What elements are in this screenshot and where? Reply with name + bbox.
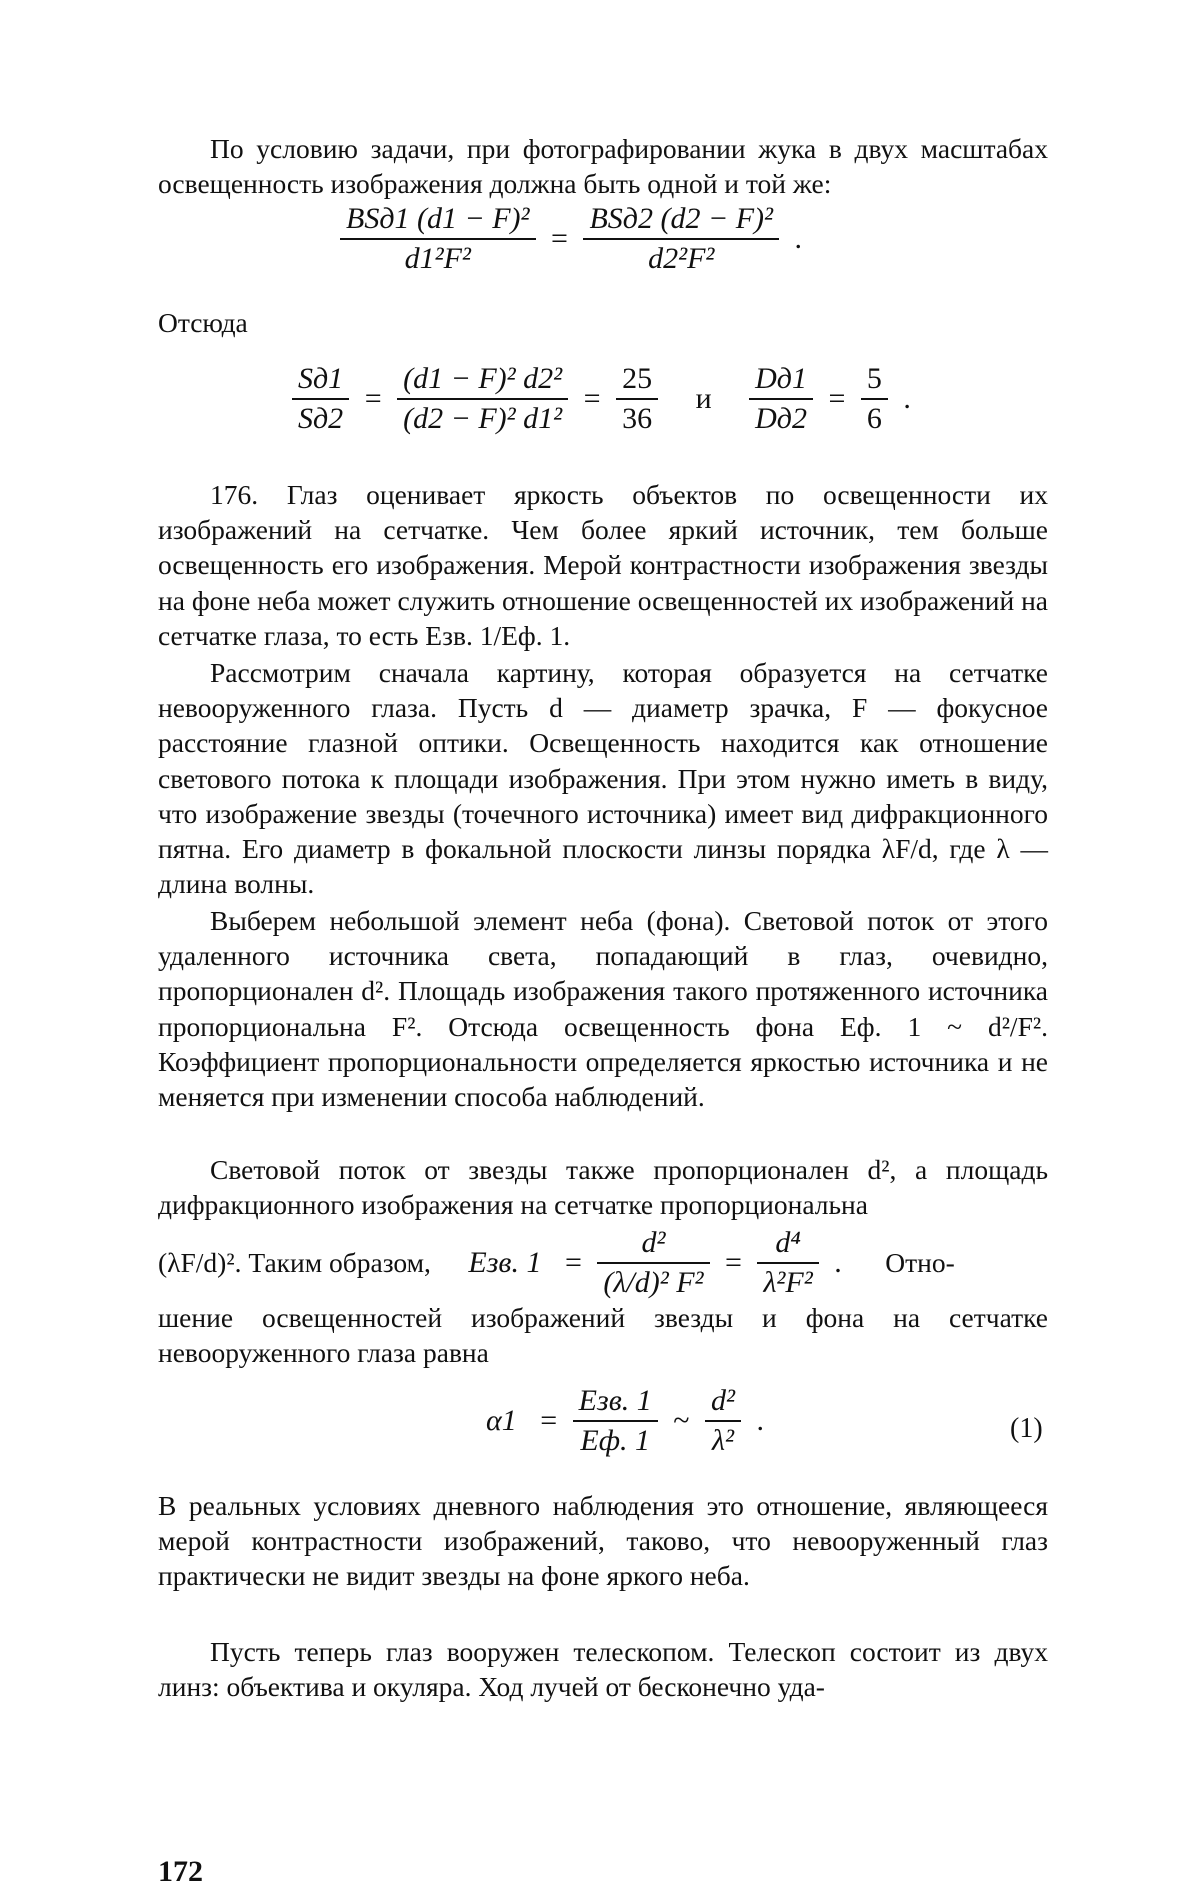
paragraph-telescope: Пусть теперь глаз вооружен телескопом. Телескоп состоит из двух линз: объектива и окуляра. Ход лучей от бесконечно уда- (158, 1636, 1048, 1703)
paragraph-illuminance-ratio: шение освещенностей изображений звезды и фона на сетчатке невооруженного глаза равна (158, 1302, 1048, 1369)
eq4-fraction2-numerator: d² (705, 1384, 741, 1422)
eq2-diameter-denominator: Dд2 (755, 402, 807, 435)
eq2-conjunction: и (695, 382, 712, 415)
eq2-distance-ratio (397, 362, 568, 436)
eq3-fraction-2 (757, 1226, 818, 1300)
eq3-fraction2-numerator: d⁴ (757, 1226, 818, 1264)
eq4-fraction-1 (573, 1384, 658, 1458)
eq4-fraction1-denominator: Eф. 1 (580, 1424, 651, 1457)
eq2-equals-1: = (364, 382, 382, 415)
eq3-tail-text: Отно- (885, 1247, 955, 1278)
eq2-value1-denominator: 36 (622, 402, 653, 435)
eq4-lhs: α1 (486, 1404, 517, 1437)
eq2-value2-numerator: 5 (861, 362, 888, 400)
eq1-right-numerator: BSд2 (d2 − F)² (583, 202, 779, 240)
eq2-value1-numerator: 25 (616, 362, 658, 400)
eq2-diameter-ratio (749, 362, 813, 436)
eq4-fraction2-denominator: λ² (711, 1424, 734, 1457)
eq3-fraction-1 (597, 1226, 709, 1300)
eq3-equals-1: = (564, 1246, 582, 1279)
equation-illuminance-equality (340, 202, 810, 276)
eq4-period: . (756, 1404, 764, 1437)
eq1-equals: = (551, 222, 568, 255)
eq3-fraction2-denominator: λ²F² (763, 1266, 813, 1299)
eq4-equals: = (540, 1404, 558, 1437)
eq2-diameter-numerator: Dд1 (749, 362, 813, 400)
eq1-period: . (794, 222, 803, 255)
paragraph-naked-eye-image: Рассмотрим сначала картину, которая образуется на сетчатке невооруженного глаза. Пусть d — диаметр зрачка, F — фокусное расстояние глазной оптики. Освещенность находится как отношение светового потока к площади изображения. При этом нужно иметь в виду, что изображение звезды (точечного источника) имеет вид дифракционного пятна. Его диаметр в фокальной плоскости линзы порядка λF/d, где λ — длина волны. (158, 657, 1048, 900)
equation-number: (1) (1010, 1413, 1043, 1444)
paragraph-star-flux: Световой поток от звезды также пропорционален d², а площадь дифракционного изображения на сетчатке пропорциональна (158, 1154, 1048, 1221)
paragraph-problem-176: 176. Глаз оценивает яркость объектов по освещенности их изображений на сетчатке. Чем более яркий источник, тем больше освещенность его изображения. Мерой контрастности изображения звезды на фоне неба может служить отношение освещенностей их изображений на сетчатке глаза, то есть Eзв. 1/Eф. 1. (158, 479, 1048, 651)
paragraph-sky-background: Выберем небольшой элемент неба (фона). Световой поток от этого удаленного источника света, попадающий в глаз, очевидно, пропорционален d². Площадь изображения такого протяженного источника пропорциональна F². Отсюда освещенность фона Eф. 1 ~ d²/F². Коэффициент пропорциональности определяется яркостью источника и не меняется при изменении способа наблюдений. (158, 905, 1048, 1113)
eq1-right-denominator: d2²F² (648, 242, 715, 275)
eq1-left-denominator: d1²F² (404, 242, 471, 275)
eq4-sim: ~ (673, 1404, 690, 1437)
eq4-fraction-2 (705, 1384, 741, 1458)
eq3-fraction1-denominator: (λ/d)² F² (603, 1266, 704, 1299)
eq3-period: . (834, 1246, 842, 1279)
eq2-period: . (903, 382, 911, 415)
eq1-left-numerator: BSд1 (d1 − F)² (340, 202, 536, 240)
eq3-equals-2: = (725, 1246, 742, 1279)
eq2-equals-3: = (828, 382, 846, 415)
eq2-value2-denominator: 6 (866, 402, 882, 435)
equation-star-illuminance-line (158, 1226, 1048, 1300)
eq1-left-fraction (340, 202, 536, 276)
eq4-fraction1-numerator: Eзв. 1 (573, 1384, 658, 1422)
eq3-fraction1-numerator: d² (597, 1226, 709, 1264)
eq2-area-numerator: Sд1 (292, 362, 349, 400)
eq2-equals-2: = (583, 382, 601, 415)
eq2-area-ratio (292, 362, 349, 436)
eq2-value-25-36 (616, 362, 658, 436)
equation-ratios (292, 362, 919, 436)
equation-contrast-alpha1 (478, 1384, 772, 1458)
eq2-distance-numerator: (d1 − F)² d2² (397, 362, 568, 400)
page-number: 172 (158, 1855, 203, 1888)
paragraph-problem-condition: По условию задачи, при фотографировании жука в двух масштабах освещенность изображения должна быть одной и той же: (158, 133, 1048, 200)
eq3-lhs: Eзв. 1 (468, 1246, 542, 1279)
paragraph-daylight-observation: В реальных условиях дневного наблюдения это отношение, являющееся мерой контрастности изображений, таково, что невооруженный глаз практически не видит звезды на фоне яркого неба. (158, 1490, 1048, 1592)
eq2-value-5-6 (861, 362, 888, 436)
paragraph-hence: Отсюда (158, 307, 248, 338)
eq2-distance-denominator: (d2 − F)² d1² (403, 402, 563, 435)
eq1-right-fraction (583, 202, 779, 276)
eq3-lead-text: (λF/d)². Таким образом, (158, 1247, 431, 1278)
eq2-area-denominator: Sд2 (298, 402, 344, 435)
